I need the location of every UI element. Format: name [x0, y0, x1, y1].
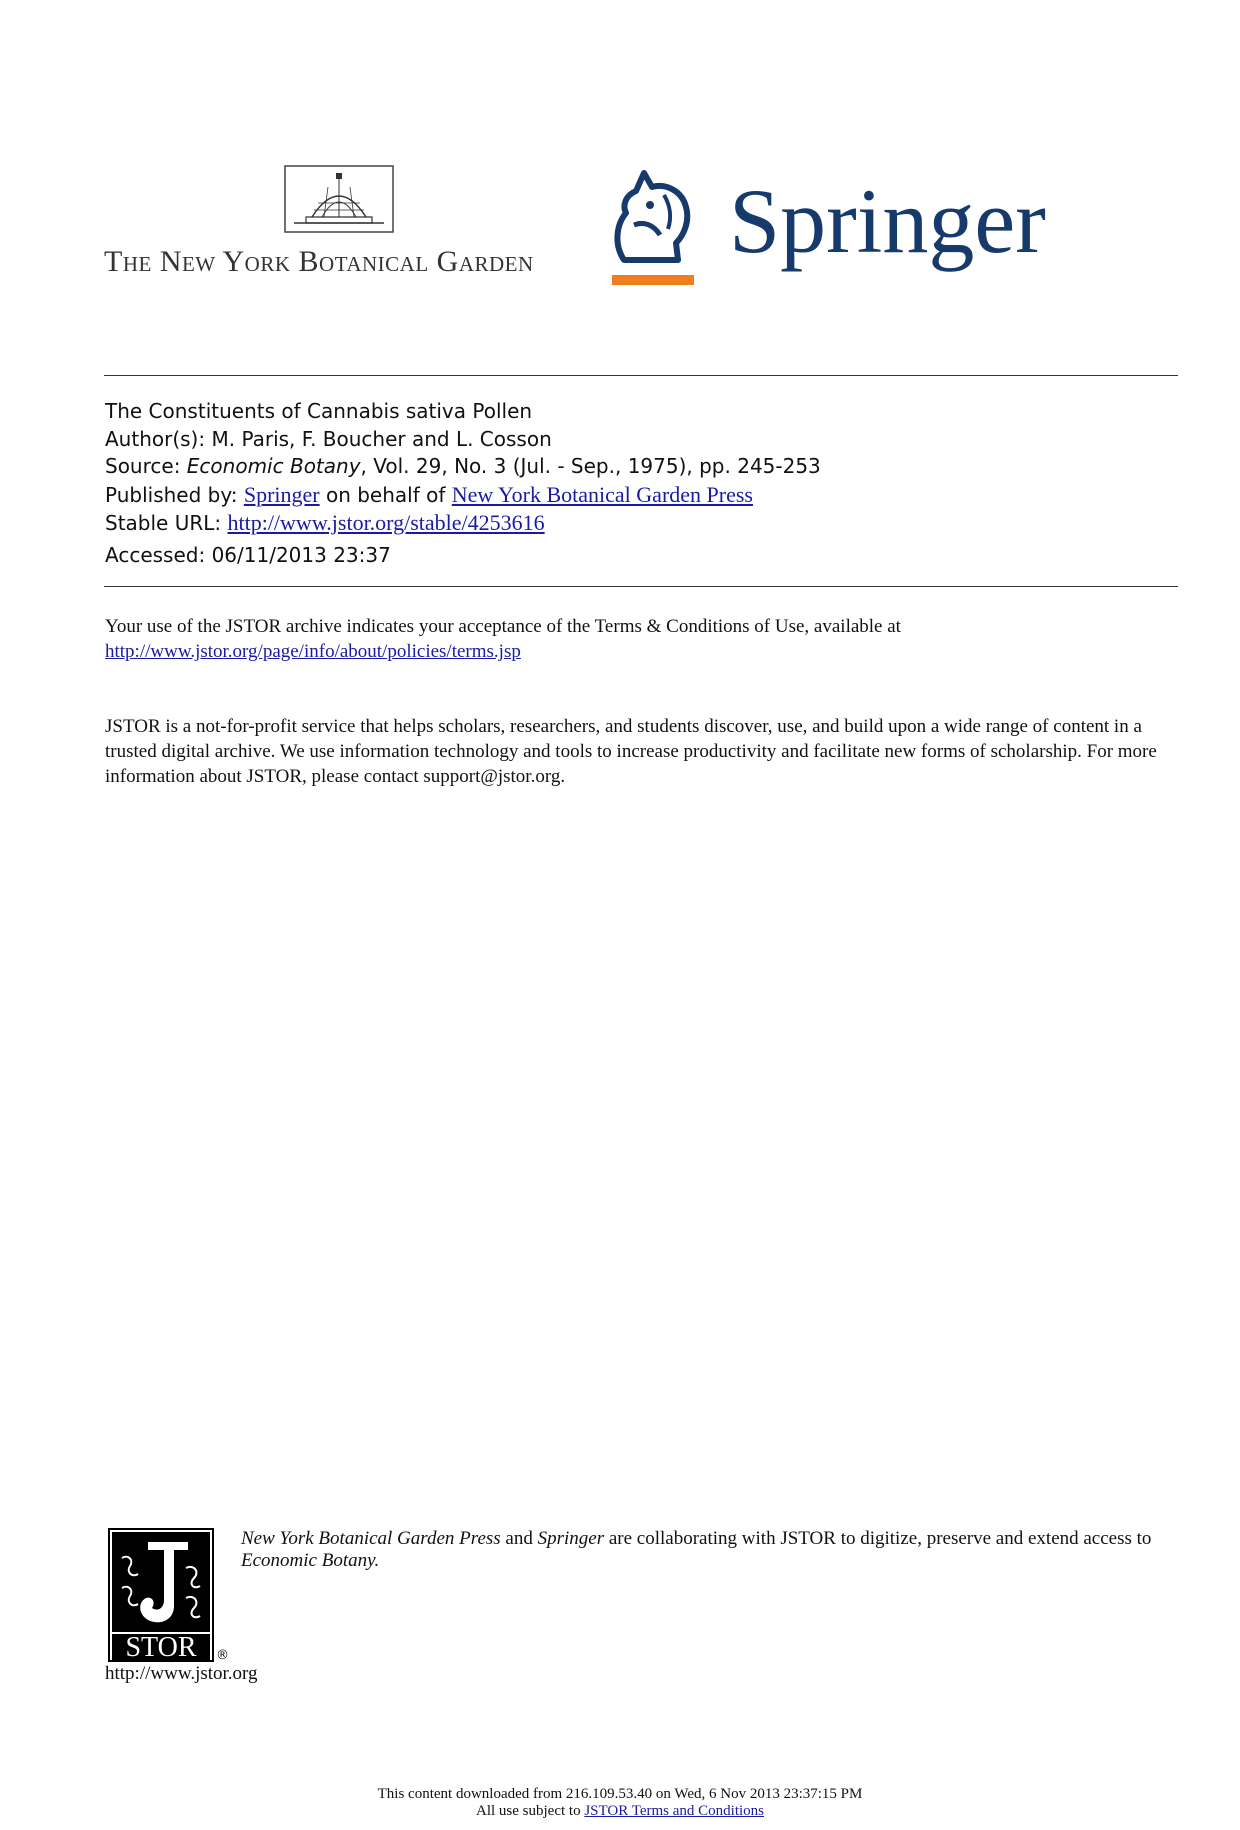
conservatory-dome-icon — [284, 165, 394, 233]
on-behalf-text: on behalf of — [325, 482, 446, 507]
stable-url-label: Stable URL: — [105, 511, 222, 535]
top-divider — [104, 375, 1178, 376]
stable-url-link[interactable]: http://www.jstor.org/stable/4253616 — [227, 510, 545, 535]
behalf-of-link[interactable]: New York Botanical Garden Press — [451, 481, 753, 507]
subject-prefix: All use subject to — [476, 1803, 581, 1819]
authors-label: Author(s): — [105, 426, 206, 451]
publisher-link[interactable]: Springer — [243, 481, 320, 507]
download-info: This content downloaded from 216.109.53.40 on Wed, 6 Nov 2013 23:37:15 PM — [377, 1786, 863, 1802]
jstor-url: http://www.jstor.org — [105, 1663, 258, 1684]
bottom-divider — [104, 586, 1178, 587]
authors-line — [105, 426, 821, 454]
publisher-logos — [104, 160, 1084, 300]
about-jstor: JSTOR is a not-for-profit service that helps scholars, researchers, and students discover, use, and build upon a wide range of content in a trusted digital archive. We use information technology and tools to increase productivity and facilitate new forms of scholarship. For more information about JSTOR, please contact support@jstor.org. — [105, 716, 1157, 787]
jstor-logo-icon — [108, 1528, 214, 1662]
collab-publisher-2: Springer — [537, 1528, 605, 1549]
jstor-logo-wordmark: STOR — [125, 1632, 197, 1662]
springer-logo — [604, 165, 1084, 295]
springer-horse-icon — [604, 165, 704, 290]
collab-and: and — [505, 1528, 533, 1549]
accessed-date: 06/11/2013 23:37 — [211, 542, 391, 567]
source-line — [105, 453, 821, 481]
publisher-line — [105, 481, 821, 510]
journal-name: Economic Botany — [186, 454, 361, 478]
accessed-line — [105, 542, 821, 570]
article-title: The Constituents of Cannabis sativa Pollen — [105, 399, 533, 423]
jstor-terms-link[interactable]: JSTOR Terms and Conditions — [584, 1803, 764, 1819]
nybg-logo — [104, 165, 584, 278]
terms-text: Your use of the JSTOR archive indicates your acceptance of the Terms & Conditions of Use, available at — [105, 616, 901, 637]
published-label: Published by: — [105, 482, 238, 507]
download-footer — [0, 1786, 1240, 1820]
collab-publisher-1: New York Botanical Garden Press — [241, 1528, 501, 1549]
source-label: Source: — [105, 454, 181, 478]
springer-wordmark: Springer — [729, 170, 1046, 272]
source-details: , Vol. 29, No. 3 (Jul. - Sep., 1975), pp. 245-253 — [360, 454, 821, 478]
nybg-wordmark: The New York Botanical Garden — [104, 245, 534, 278]
terms-line — [0, 1803, 1240, 1820]
registered-mark: ® — [216, 1648, 229, 1663]
terms-link[interactable]: http://www.jstor.org/page/info/about/policies/terms.jsp — [105, 641, 521, 662]
collaboration-note — [241, 1528, 1191, 1572]
authors: M. Paris, F. Boucher and L. Cosson — [211, 426, 552, 451]
citation-block — [105, 398, 821, 569]
terms-notice — [105, 614, 1185, 664]
accessed-label: Accessed: — [105, 542, 206, 567]
stable-url-line — [105, 509, 821, 538]
collab-journal: Economic Botany. — [241, 1550, 380, 1571]
collab-text: are collaborating with JSTOR to digitize, preserve and extend access to — [608, 1528, 1152, 1549]
